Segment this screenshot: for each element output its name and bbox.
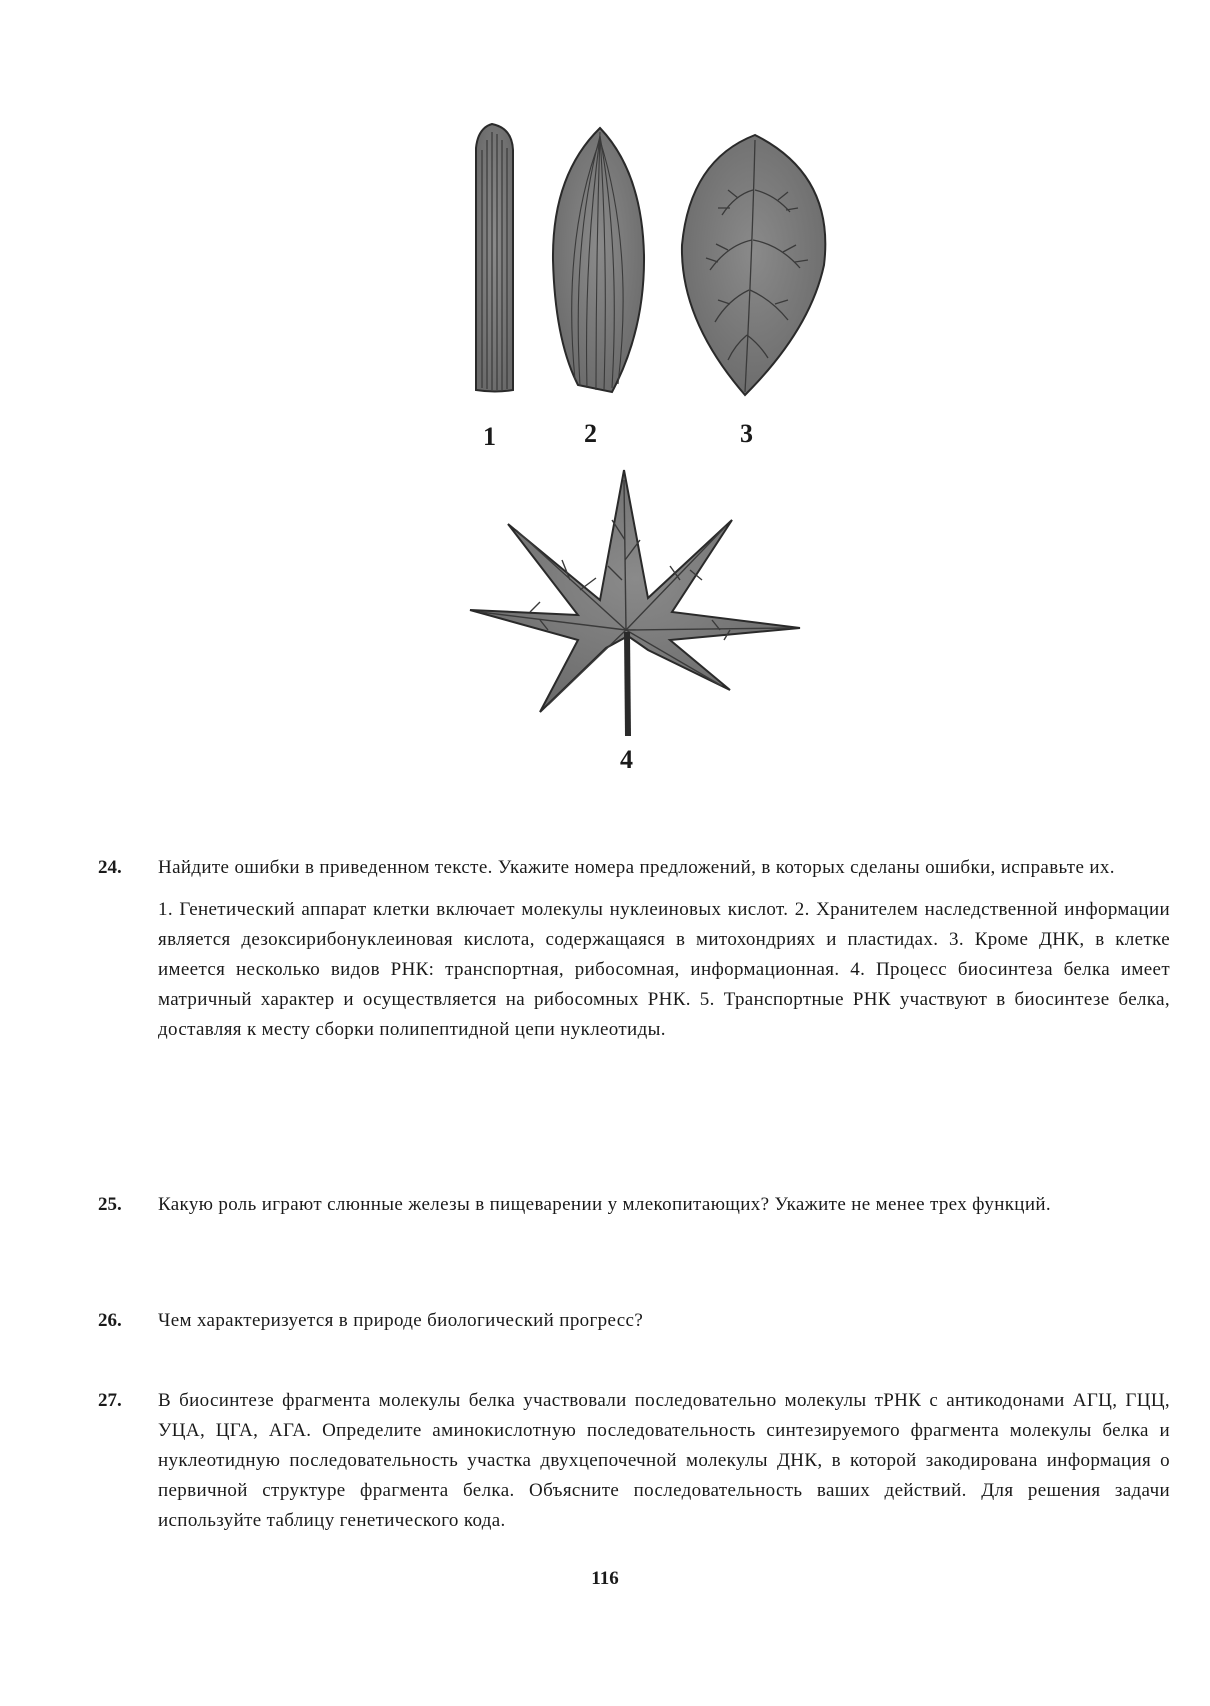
task-25: [98, 1190, 1170, 1220]
leaf-4-palmate: [470, 470, 800, 736]
task-text: Найдите ошибки в приведенном тексте. Укажите номера предложений, в которых сделаны ошибки, исправьте их.: [158, 857, 1115, 878]
task-text: В биосинтезе фрагмента молекулы белка участвовали последовательно молекулы тРНК с антикодонами АГЦ, ГЦЦ, УЦА, ЦГА, АГА. Определите аминокислотную последовательность синтезируемого фрагмента молекулы белка и нуклеотидную последовательность участка двухцепочечной молекулы ДНК, в которой закодирована информация о первичной структуре фрагмента белка. Объясните последовательность ваших действий. Для решения задачи используйте таблицу генетического кода.: [158, 1390, 1170, 1531]
figure-label-2: 2: [584, 419, 597, 448]
task-text: Чем характеризуется в природе биологический прогресс?: [158, 1310, 644, 1331]
task-27: [98, 1386, 1170, 1536]
task-statements: 1. Генетический аппарат клетки включает молекулы нуклеиновых кислот. 2. Хранителем наследственной информации является дезоксирибонуклеиновая кислота, содержащаяся в митохондриях и пластидах. 3. Кроме ДНК, в клетке имеется несколько видов РНК: транспортная, рибосомная, информационная. 4. Процесс биосинтеза белка имеет матричный характер и осуществляется на рибосомных РНК. 5. Транспортные РНК участвуют в биосинтезе белка, доставляя к месту сборки полипептидной цепи нуклеотиды.: [158, 899, 1170, 1040]
leaf-3-reticulate: [682, 135, 825, 395]
page-number: 116: [591, 1568, 619, 1589]
task-26: [98, 1306, 1170, 1336]
leaf-1-linear: [476, 124, 513, 392]
leaves-illustration: [0, 0, 1210, 800]
task-text: Какую роль играют слюнные железы в пищеварении у млекопитающих? Укажите не менее трех функций.: [158, 1194, 1051, 1215]
leaf-4-petiole: [627, 632, 628, 736]
task-24: [98, 853, 1170, 1045]
task-number: 25.: [98, 1194, 122, 1215]
figure-label-3: 3: [740, 419, 753, 448]
leaves-figure: [0, 0, 1210, 800]
leaf-2-arcuate: [553, 128, 644, 392]
task-number: 26.: [98, 1310, 122, 1331]
figure-label-4: 4: [620, 745, 633, 774]
figure-label-1: 1: [483, 422, 496, 451]
task-number: 27.: [98, 1390, 122, 1411]
task-number: 24.: [98, 857, 122, 878]
